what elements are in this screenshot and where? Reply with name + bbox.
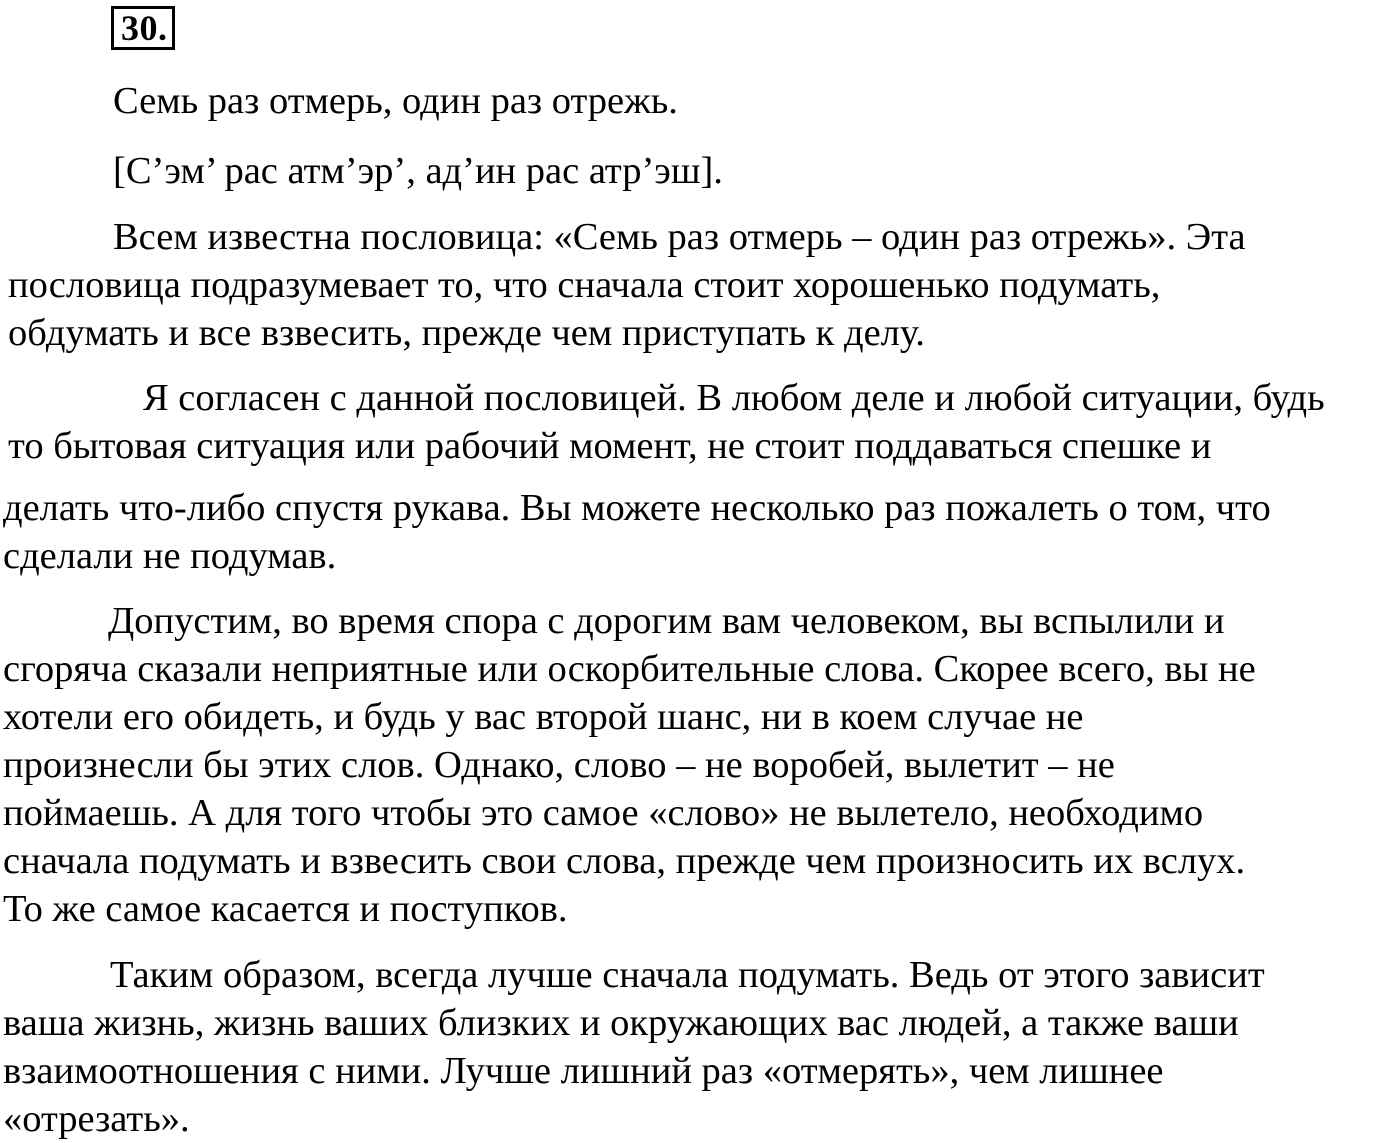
text-line: пословица подразумевает то, что сначала стоит хорошенько подумать, (8, 264, 1161, 306)
text-line: взаимоотношения с ними. Лучше лишний раз «отмерять», чем лишнее (3, 1050, 1164, 1092)
text-line: сделали не подумав. (3, 535, 337, 577)
text-line: сначала подумать и взвесить свои слова, прежде чем произносить их вслух. (3, 840, 1246, 882)
task-number-box: 30. (111, 6, 175, 50)
text-line: Я согласен с данной пословицей. В любом деле и любой ситуации, будь (143, 377, 1325, 419)
text-line: [С’эм’ рас атм’эр’, ад’ин рас атр’эш]. (113, 150, 723, 192)
text-line: произнесли бы этих слов. Однако, слово – не воробей, вылетит – не (3, 744, 1115, 786)
text-line: Допустим, во время спора с дорогим вам человеком, вы вспылили и (108, 600, 1225, 642)
text-line: Семь раз отмерь, один раз отрежь. (113, 80, 678, 122)
text-line: то бытовая ситуация или рабочий момент, не стоит поддаваться спешке и (8, 425, 1212, 467)
text-line: Всем известна пословица: «Семь раз отмерь – один раз отрежь». Эта (113, 216, 1246, 258)
text-line: хотели его обидеть, и будь у вас второй шанс, ни в коем случае не (3, 696, 1084, 738)
text-line: сгоряча сказали неприятные или оскорбительные слова. Скорее всего, вы не (3, 648, 1256, 690)
text-line: Таким образом, всегда лучше сначала подумать. Ведь от этого зависит (110, 954, 1265, 996)
text-line: ваша жизнь, жизнь ваших близких и окружающих вас людей, а также ваши (3, 1002, 1239, 1044)
text-line: поймаешь. А для того чтобы это самое «слово» не вылетело, необходимо (3, 792, 1204, 834)
text-line: «отрезать». (3, 1098, 190, 1140)
text-line: То же самое касается и поступков. (3, 888, 568, 930)
text-line: делать что-либо спустя рукава. Вы можете несколько раз пожалеть о том, что (3, 487, 1271, 529)
text-line: обдумать и все взвесить, прежде чем приступать к делу. (8, 312, 925, 354)
